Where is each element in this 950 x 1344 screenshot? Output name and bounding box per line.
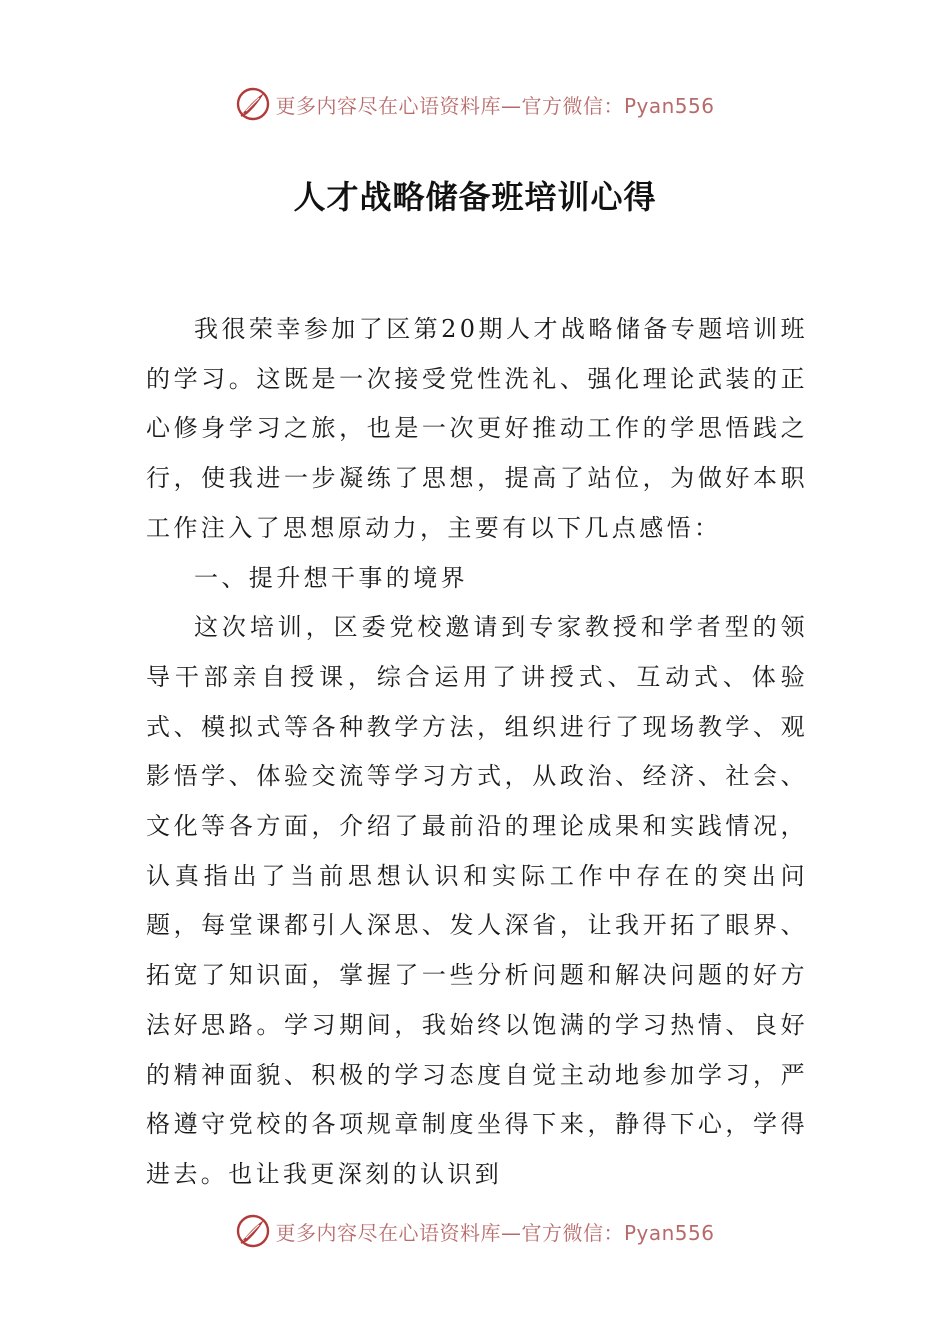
header-watermark: [0, 84, 950, 124]
footer-watermark: [0, 1211, 950, 1251]
document-title: 人才战略储备班培训心得: [293, 178, 657, 216]
quill-logo-icon: [235, 86, 271, 122]
quill-logo-icon: [235, 1213, 271, 1249]
document-body: [146, 305, 808, 1200]
watermark-text: 更多内容尽在心语资料库—官方微信：Pyan556: [275, 93, 715, 118]
body-paragraph: 这次培训，区委党校邀请到专家教授和学者型的领导干部亲自授课，综合运用了讲授式、互动式、体验式、模拟式等各种教学方法，组织进行了现场教学、观影悟学、体验交流等学习方式，从政治、经济、社会、文化等各方面，介绍了最前沿的理论成果和实践情况，认真指出了当前思想认识和实际工作中存在的突出问题，每堂课都引人深思、发人深省，让我开拓了眼界、拓宽了知识面，掌握了一些分析问题和解决问题的好方法好思路。学习期间，我始终以饱满的学习热情、良好的精神面貌、积极的学习态度自觉主动地参加学习，严格遵守党校的各项规章制度坐得下来，静得下心，学得进去。也让我更深刻的认识到: [146, 613, 808, 1188]
section-heading: 一、提升想干事的境界: [194, 563, 468, 592]
intro-paragraph: 我很荣幸参加了区第20期人才战略储备专题培训班的学习。这既是一次接受党性洗礼、强化理论武装的正心修身学习之旅，也是一次更好推动工作的学思悟践之行，使我进一步凝练了思想，提高了站位，为做好本职工作注入了思想原动力，主要有以下几点感悟：: [146, 315, 808, 542]
watermark-text: 更多内容尽在心语资料库—官方微信：Pyan556: [275, 1220, 715, 1245]
